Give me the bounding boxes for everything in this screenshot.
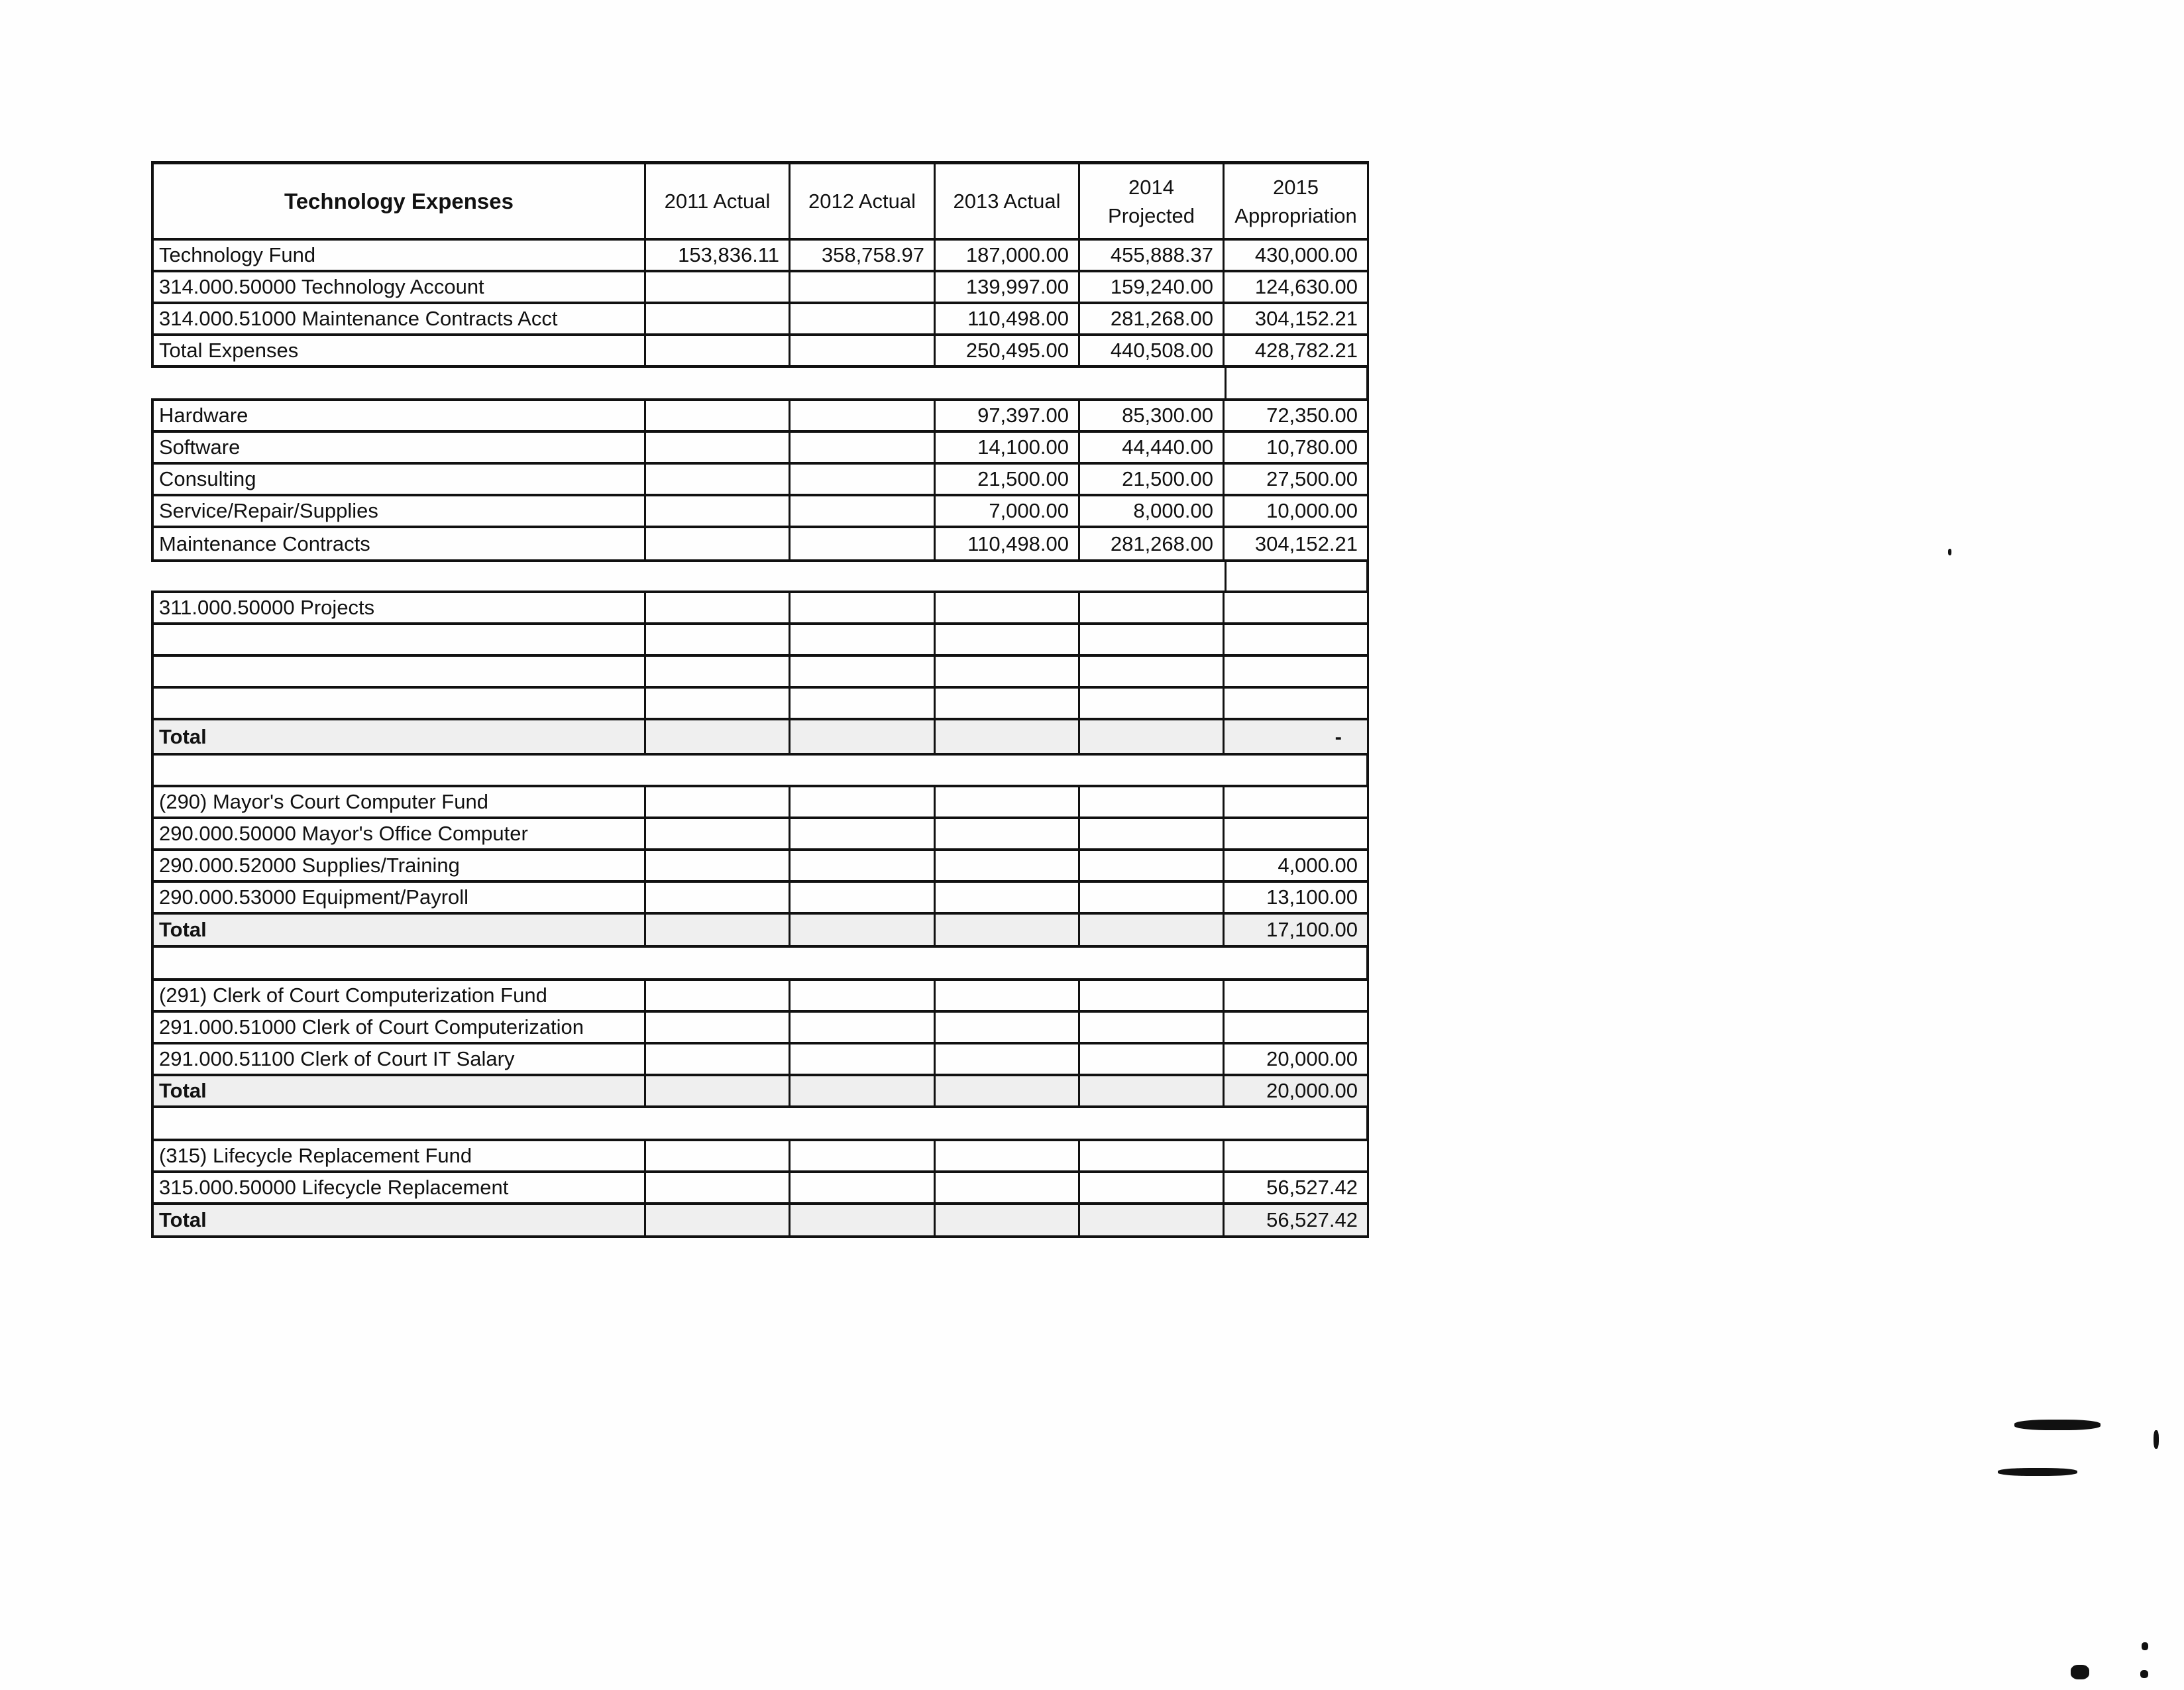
section-title: (291) Clerk of Court Computerization Fund xyxy=(151,981,646,1013)
cell-2014: 85,300.00 xyxy=(1080,398,1225,433)
table-row xyxy=(151,851,1369,883)
empty-cell xyxy=(1225,657,1369,689)
mayors-court-title-row xyxy=(151,787,1369,819)
section-title: (290) Mayor's Court Computer Fund xyxy=(151,787,646,819)
empty-cell xyxy=(646,1205,791,1238)
empty-cell xyxy=(646,657,791,689)
empty-cell xyxy=(646,851,791,883)
empty-cell xyxy=(1225,787,1369,819)
scan-artifact xyxy=(2140,1670,2148,1678)
empty-cell xyxy=(1080,1205,1225,1238)
cell-2011: 153,836.11 xyxy=(646,241,791,272)
header-2012: 2012 Actual xyxy=(791,161,936,241)
cell-2014: 281,268.00 xyxy=(1080,304,1225,336)
cell-2011 xyxy=(646,433,791,465)
cell-2014: 8,000.00 xyxy=(1080,496,1225,528)
total-2015: - xyxy=(1225,720,1369,756)
empty-cell xyxy=(1225,1141,1369,1173)
table-row xyxy=(151,528,1369,562)
table-row xyxy=(151,883,1369,915)
table-row xyxy=(151,1044,1369,1076)
table-row xyxy=(151,241,1369,272)
empty-cell xyxy=(791,851,936,883)
row-label: Consulting xyxy=(151,465,646,496)
projects-total-row xyxy=(151,720,1369,756)
cell-2015: 72,350.00 xyxy=(1225,398,1369,433)
empty-cell xyxy=(791,1205,936,1238)
lifecycle-total-row xyxy=(151,1205,1369,1238)
empty-cell xyxy=(151,657,646,689)
header-description: Technology Expenses xyxy=(151,161,646,241)
cell-2012 xyxy=(791,272,936,304)
empty-cell xyxy=(1080,787,1225,819)
clerk-of-court-title-row xyxy=(151,981,1369,1013)
empty-cell xyxy=(791,1076,936,1108)
empty-cell xyxy=(646,981,791,1013)
row-label: Hardware xyxy=(151,398,646,433)
empty-cell xyxy=(791,1141,936,1173)
header-2015 xyxy=(1225,161,1369,241)
table-row-empty xyxy=(151,657,1369,689)
empty-cell xyxy=(936,657,1080,689)
empty-cell xyxy=(646,819,791,851)
cell-2013: 97,397.00 xyxy=(936,398,1080,433)
empty-cell xyxy=(791,657,936,689)
empty-cell xyxy=(791,689,936,720)
table-header-row xyxy=(151,161,1369,241)
empty-cell xyxy=(936,819,1080,851)
cell-2012 xyxy=(791,496,936,528)
table-row xyxy=(151,496,1369,528)
empty-cell xyxy=(936,981,1080,1013)
total-label: Total xyxy=(151,1076,646,1108)
empty-cell xyxy=(1080,1076,1225,1108)
cell-2014: 159,240.00 xyxy=(1080,272,1225,304)
empty-cell xyxy=(1080,981,1225,1013)
empty-cell xyxy=(936,720,1080,756)
cell-2012 xyxy=(791,336,936,368)
empty-cell xyxy=(936,1173,1080,1205)
cell-2015: 20,000.00 xyxy=(1225,1044,1369,1076)
lifecycle-title-row xyxy=(151,1141,1369,1173)
cell-2012: 358,758.97 xyxy=(791,241,936,272)
empty-cell xyxy=(1225,625,1369,657)
empty-cell xyxy=(791,981,936,1013)
header-2014-year: 2014 xyxy=(1128,175,1174,199)
row-label: 314.000.51000 Maintenance Contracts Acct xyxy=(151,304,646,336)
row-label: 314.000.50000 Technology Account xyxy=(151,272,646,304)
total-expenses-row xyxy=(151,336,1369,368)
table-row xyxy=(151,819,1369,851)
clerk-of-court-total-row xyxy=(151,1076,1369,1108)
cell-2015: 430,000.00 xyxy=(1225,241,1369,272)
cell-2015: 4,000.00 xyxy=(1225,851,1369,883)
cell-2013: 110,498.00 xyxy=(936,528,1080,562)
scan-artifact xyxy=(2071,1665,2089,1679)
scan-artifact xyxy=(1948,549,1951,555)
empty-cell xyxy=(936,915,1080,948)
empty-cell xyxy=(936,591,1080,625)
cell-2015: 56,527.42 xyxy=(1225,1173,1369,1205)
empty-cell xyxy=(1080,657,1225,689)
empty-cell xyxy=(646,883,791,915)
row-label: 290.000.50000 Mayor's Office Computer xyxy=(151,819,646,851)
total-2015: 56,527.42 xyxy=(1225,1205,1369,1238)
empty-cell xyxy=(936,1076,1080,1108)
row-label: Total Expenses xyxy=(151,336,646,368)
cell-2015 xyxy=(1225,819,1369,851)
header-2015-year: 2015 xyxy=(1273,175,1319,199)
empty-cell xyxy=(646,625,791,657)
cell-2013: 14,100.00 xyxy=(936,433,1080,465)
empty-cell xyxy=(936,851,1080,883)
header-2011: 2011 Actual xyxy=(646,161,791,241)
cell-2015: 124,630.00 xyxy=(1225,272,1369,304)
projects-title-row xyxy=(151,591,1369,625)
table-row xyxy=(151,272,1369,304)
cell-2011 xyxy=(646,336,791,368)
section-title: (315) Lifecycle Replacement Fund xyxy=(151,1141,646,1173)
cell-2014: 281,268.00 xyxy=(1080,528,1225,562)
row-label: Maintenance Contracts xyxy=(151,528,646,562)
cell-2013: 7,000.00 xyxy=(936,496,1080,528)
empty-cell xyxy=(1080,625,1225,657)
empty-cell xyxy=(791,915,936,948)
header-2015-label: Appropriation xyxy=(1234,203,1357,227)
empty-cell xyxy=(1225,981,1369,1013)
cell-2011 xyxy=(646,272,791,304)
empty-cell xyxy=(791,1173,936,1205)
cell-2011 xyxy=(646,465,791,496)
row-label: 315.000.50000 Lifecycle Replacement xyxy=(151,1173,646,1205)
empty-cell xyxy=(646,915,791,948)
empty-cell xyxy=(936,625,1080,657)
table-row xyxy=(151,1013,1369,1044)
scan-artifact xyxy=(2154,1430,2159,1449)
empty-cell xyxy=(1080,1044,1225,1076)
cell-2012 xyxy=(791,398,936,433)
empty-cell xyxy=(1080,915,1225,948)
empty-cell xyxy=(151,625,646,657)
total-label: Total xyxy=(151,720,646,756)
cell-2013: 21,500.00 xyxy=(936,465,1080,496)
cell-2014: 21,500.00 xyxy=(1080,465,1225,496)
table-row xyxy=(151,304,1369,336)
cell-2015: 10,000.00 xyxy=(1225,496,1369,528)
empty-cell xyxy=(646,720,791,756)
empty-cell xyxy=(791,1013,936,1044)
empty-cell xyxy=(791,883,936,915)
cell-2012 xyxy=(791,528,936,562)
cell-2015: 13,100.00 xyxy=(1225,883,1369,915)
table-row xyxy=(151,465,1369,496)
table-row xyxy=(151,1173,1369,1205)
empty-cell xyxy=(936,883,1080,915)
empty-cell xyxy=(1225,591,1369,625)
empty-cell xyxy=(791,1044,936,1076)
cell-2011 xyxy=(646,528,791,562)
row-label: 291.000.51000 Clerk of Court Computerization xyxy=(151,1013,646,1044)
section-title: 311.000.50000 Projects xyxy=(151,591,646,625)
header-2014-label: Projected xyxy=(1108,203,1195,227)
empty-cell xyxy=(646,1044,791,1076)
empty-cell xyxy=(936,1044,1080,1076)
empty-cell xyxy=(646,1076,791,1108)
empty-cell xyxy=(936,787,1080,819)
empty-cell xyxy=(936,1205,1080,1238)
cell-2012 xyxy=(791,465,936,496)
empty-cell xyxy=(1080,819,1225,851)
scan-artifact xyxy=(2142,1642,2148,1650)
cell-2015: 304,152.21 xyxy=(1225,528,1369,562)
cell-2013: 110,498.00 xyxy=(936,304,1080,336)
scan-artifact xyxy=(2014,1420,2101,1430)
spacer-row xyxy=(151,948,1369,981)
empty-cell xyxy=(791,625,936,657)
row-label: 291.000.51100 Clerk of Court IT Salary xyxy=(151,1044,646,1076)
empty-cell xyxy=(1080,1173,1225,1205)
row-label: Technology Fund xyxy=(151,241,646,272)
header-2013: 2013 Actual xyxy=(936,161,1080,241)
cell-2014: 440,508.00 xyxy=(1080,336,1225,368)
cell-2014: 455,888.37 xyxy=(1080,241,1225,272)
empty-cell xyxy=(646,1173,791,1205)
empty-cell xyxy=(936,1141,1080,1173)
empty-cell xyxy=(646,689,791,720)
table-row-empty xyxy=(151,625,1369,657)
empty-cell xyxy=(1080,591,1225,625)
cell-2011 xyxy=(646,398,791,433)
spacer-row xyxy=(151,756,1369,787)
spacer-cell xyxy=(1225,562,1369,593)
cell-2015 xyxy=(1225,1013,1369,1044)
cell-2013: 139,997.00 xyxy=(936,272,1080,304)
spacer-cell xyxy=(1225,368,1369,401)
empty-cell xyxy=(791,787,936,819)
empty-cell xyxy=(1080,1013,1225,1044)
table-row xyxy=(151,398,1369,433)
mayors-court-total-row xyxy=(151,915,1369,948)
empty-cell xyxy=(1080,1141,1225,1173)
total-label: Total xyxy=(151,1205,646,1238)
total-2015: 17,100.00 xyxy=(1225,915,1369,948)
empty-cell xyxy=(791,591,936,625)
cell-2012 xyxy=(791,304,936,336)
empty-cell xyxy=(936,1013,1080,1044)
cell-2015: 304,152.21 xyxy=(1225,304,1369,336)
empty-cell xyxy=(1080,689,1225,720)
empty-cell xyxy=(936,689,1080,720)
cell-2015: 428,782.21 xyxy=(1225,336,1369,368)
empty-cell xyxy=(1225,689,1369,720)
spacer-row xyxy=(151,1108,1369,1141)
row-label: 290.000.53000 Equipment/Payroll xyxy=(151,883,646,915)
cell-2013: 187,000.00 xyxy=(936,241,1080,272)
cell-2013: 250,495.00 xyxy=(936,336,1080,368)
empty-cell xyxy=(646,591,791,625)
empty-cell xyxy=(151,689,646,720)
empty-cell xyxy=(791,819,936,851)
table-row xyxy=(151,433,1369,465)
empty-cell xyxy=(646,1141,791,1173)
empty-cell xyxy=(1080,851,1225,883)
row-label: 290.000.52000 Supplies/Training xyxy=(151,851,646,883)
row-label: Service/Repair/Supplies xyxy=(151,496,646,528)
row-label: Software xyxy=(151,433,646,465)
empty-cell xyxy=(646,787,791,819)
empty-cell xyxy=(791,720,936,756)
total-2015: 20,000.00 xyxy=(1225,1076,1369,1108)
empty-cell xyxy=(1080,720,1225,756)
cell-2011 xyxy=(646,496,791,528)
empty-cell xyxy=(646,1013,791,1044)
total-label: Total xyxy=(151,915,646,948)
empty-cell xyxy=(1080,883,1225,915)
cell-2012 xyxy=(791,433,936,465)
header-2014 xyxy=(1080,161,1225,241)
cell-2014: 44,440.00 xyxy=(1080,433,1225,465)
scan-artifact xyxy=(1998,1468,2077,1476)
table-row-empty xyxy=(151,689,1369,720)
cell-2015: 10,780.00 xyxy=(1225,433,1369,465)
cell-2015: 27,500.00 xyxy=(1225,465,1369,496)
cell-2011 xyxy=(646,304,791,336)
